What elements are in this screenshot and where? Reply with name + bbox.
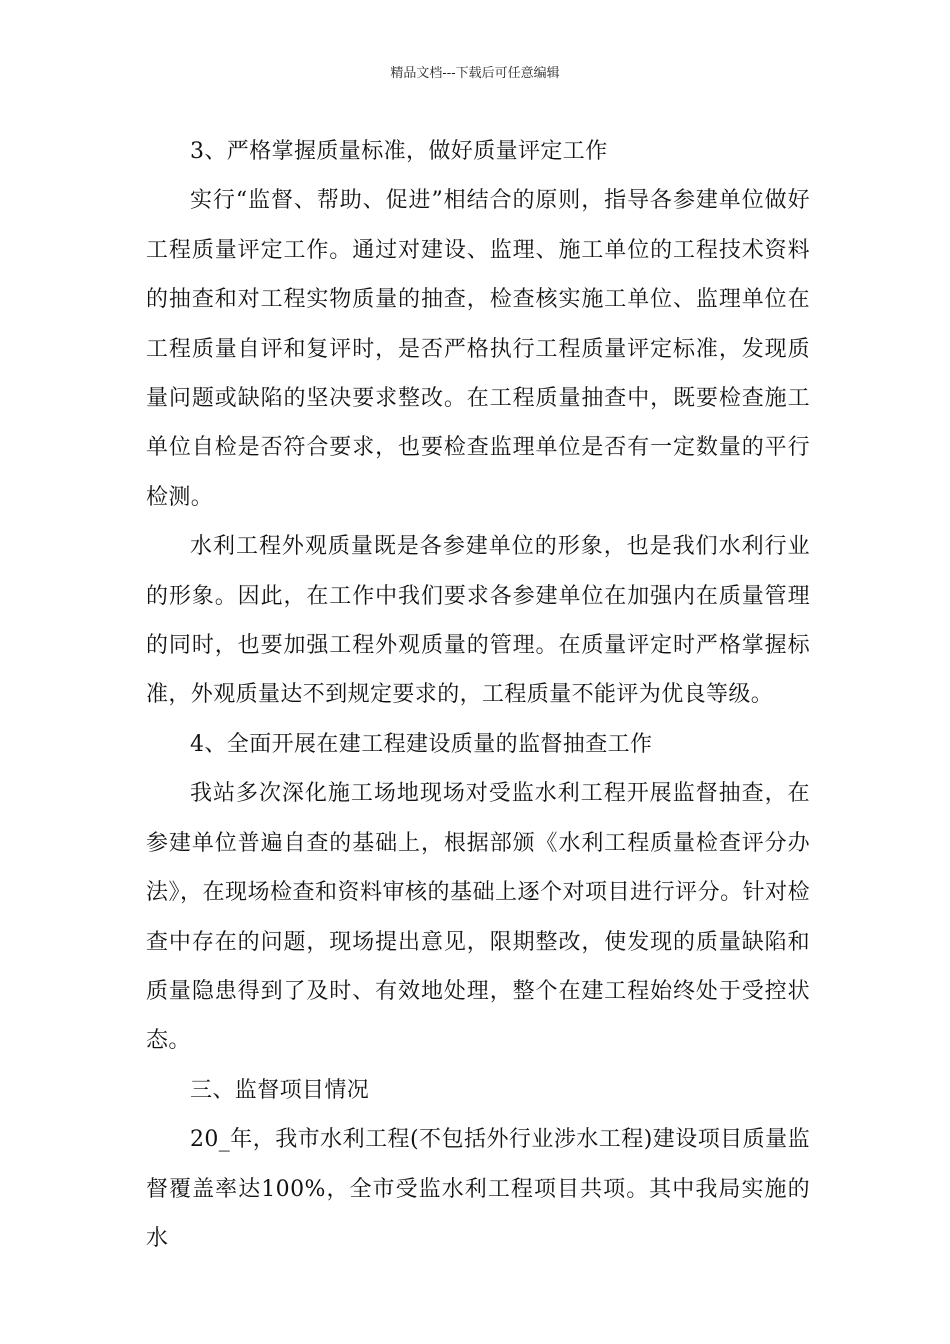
- paragraph-supervision-inspection: 我站多次深化施工场地现场对受监水利工程开展监督抽查，在参建单位普遍自查的基础上，根据部颁《水利工程质量检查评分办法》，在现场检查和资料审核的基础上逐个对项目进行评分。针对检查中存在的问题，现场提出意见，限期整改，使发现的质量缺陷和质量隐患得到了及时、有效地处理，整个在建工程始终处于受控状态。: [146, 781, 810, 1054]
- page-header: 精品文档---下载后可任意编辑: [390, 66, 560, 81]
- document-body: [146, 127, 810, 1263]
- paragraph-quality-evaluation: 实行“监督、帮助、促进”相结合的原则，指导各参建单位做好工程质量评定工作。通过对建设、监理、施工单位的工程技术资料的抽查和对工程实物质量的抽查，检查核实施工单位、监理单位在工程质量自评和复评时，是否严格执行工程质量评定标准，发现质量问题或缺陷的坚决要求整改。在工程质量抽查中，既要检查施工单位自检是否符合要求，也要检查监理单位是否有一定数量的平行检测。: [146, 188, 810, 510]
- paragraph-project-status: 20_年，我市水利工程(不包括外行业涉水工程)建设项目质量监督覆盖率达100%，全市受监水利工程项目共项。其中我局实施的水: [146, 1127, 810, 1251]
- section-heading-project-status: 三、监督项目情况: [190, 1077, 370, 1103]
- section-heading-quality-standards: 3、严格掌握质量标准，做好质量评定工作: [190, 139, 608, 164]
- section-heading-supervision-inspection: 4、全面开展在建工程建设质量的监督抽查工作: [190, 731, 653, 757]
- paragraph-appearance-quality: 水利工程外观质量既是各参建单位的形象，也是我们水利行业的形象。因此，在工作中我们要求各参建单位在加强内在质量管理的同时，也要加强工程外观质量的管理。在质量评定时严格掌握标准，外观质量达不到规定要求的，工程质量不能评为优良等级。: [146, 534, 810, 708]
